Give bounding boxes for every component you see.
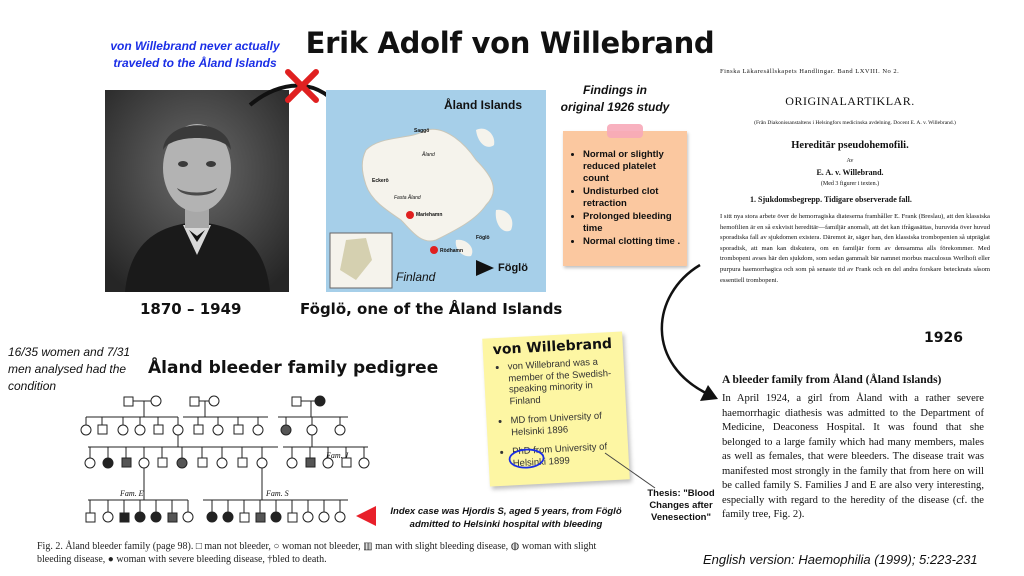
map-label-foglo-small: Föglö: [476, 235, 490, 241]
bio-item: • PhD from University of Helsinki 1899: [512, 441, 621, 470]
original-article-scan: [700, 62, 1000, 337]
index-case-pointer-icon: [354, 504, 378, 528]
map-label-saggo: Saggö: [414, 128, 430, 134]
bio-item: • MD from University of Helsinki 1896: [510, 410, 619, 439]
article-author: E. A. v. Willebrand.: [816, 168, 884, 177]
pedigree-chart: [78, 385, 378, 530]
article-heading: Hereditär pseudohemofili.: [791, 140, 909, 151]
finding-item: • Undisturbed clot retraction: [583, 186, 683, 210]
highlight-circle-icon: [506, 446, 547, 472]
travel-note: von Willebrand never actually traveled to the Åland Islands: [110, 39, 280, 70]
article-by: Av: [846, 158, 854, 164]
thesis-note: Thesis: "Blood Changes after Venesection": [647, 488, 715, 523]
article-year: 1926: [924, 330, 963, 346]
english-version-reference: English version: Haemophilia (1999); 5:223-231: [703, 552, 978, 567]
article-body: I sitt nya stora arbete över de hemorragiska diateserna framhåller E. Frank (Breslau), att den klassiska hemofilien är en så exkvisit hereditär—familjär anomali, att det kan ifrågasättas, huruvida över huvud sporadiska fall av sjukdomen existera. Däremot är, säger han, den klassiska trombopenien så utpräglat sporadisk, att man kan diskutera, om en familjär form av densamma alls förekommer. Med trombopeni avses här den sjukdom, som sedan gammalt bär namnet morbus maculosus Werlhofi eller purpura haemorrhagica och som på senaste tid av Frank och en del andra forskare betecknats såsom essentiell trombopeni.: [720, 213, 990, 284]
map-title: Åland Islands: [444, 98, 523, 112]
finding-item: • Normal or slightly reduced platelet count: [583, 149, 683, 185]
tape-decoration: [607, 124, 643, 138]
article-section: ORIGINALARTIKLAR.: [785, 94, 915, 108]
condition-stats-note: 16/35 women and 7/31 men analysed had the condition: [8, 345, 131, 393]
thesis-pointer-line: [600, 448, 660, 493]
finding-item: • Prolonged bleeding time: [583, 211, 683, 235]
pedigree-label-fam-s: Fam. S: [266, 489, 289, 498]
findings-heading: Findings in original 1926 study: [560, 83, 670, 114]
article-origin: (Från Diakonissanstaltens i Helsingfors medicinska avdelning. Docent E. A. v. Willebrand.): [754, 120, 956, 126]
article-figures: (Med 3 figurer i texten.): [820, 181, 880, 187]
map-label-finland: Finland: [396, 270, 436, 284]
pedigree-title: Åland bleeder family pedigree: [148, 358, 439, 378]
map-label-foglo: Föglö: [498, 262, 528, 274]
pedigree-label-fam-e: Fam. E: [120, 489, 144, 498]
findings-note: [563, 131, 687, 266]
life-years: 1870 – 1949: [140, 300, 242, 318]
map-caption: Föglö, one of the Åland Islands: [300, 300, 563, 318]
index-case-note: Index case was Hjordis S, aged 5 years, from Föglö admitted to Helsinki hospital with bleeding: [390, 506, 622, 530]
article-subheading: 1. Sjukdomsbegrepp. Tidigare observerade fall.: [750, 195, 912, 204]
english-article-body: In April 1924, a girl from Åland with a rather severe haemorrhagic diathesis was admitted to the Department of Medicine, Deaconess Hospital. It was found that she belonged to a large family which had many members, males as well as females, that were bleeders. The disease trait was manifested most strongly in the family that from here on will be called family S. Families J and E are also very interesting, especially with regard to the heredity of the disease (cf. the family tree, Fig. 2).: [722, 393, 984, 520]
map-label-fasta-aland: Fasta Åland: [394, 195, 421, 201]
english-article-heading: A bleeder family from Åland (Åland Islands): [722, 374, 942, 386]
map-label-aland: Åland: [422, 152, 435, 158]
english-article-scan: [722, 374, 984, 523]
map-label-eckero: Eckerö: [372, 178, 389, 184]
map-label-mariehamn: Mariehamn: [416, 212, 443, 218]
finding-item: • Normal clotting time .: [583, 236, 683, 248]
aland-map: [326, 90, 546, 292]
bio-title: von Willebrand: [492, 335, 613, 359]
bio-item: • von Willebrand was a member of the Swedish-speaking minority in Finland: [507, 356, 617, 408]
journal-header: Finska Läkaresällskapets Handlingar. Band LXVIII. No 2.: [720, 68, 900, 75]
page-title: Erik Adolf von Willebrand: [305, 26, 715, 60]
pedigree-label-fam-j: Fam. J: [326, 451, 349, 460]
curved-arrow-icon: [630, 255, 730, 415]
map-label-rodhamn: Rödhamn: [440, 248, 464, 254]
pedigree-caption: Fig. 2. Åland bleeder family (page 98). □ man not bleeder, ○ woman not bleeder, ▥ man with slight bleeding disease, ◍ woman with slight bleeding disease, ● woman with severe bleeding disease, †bled to death.: [37, 541, 597, 565]
